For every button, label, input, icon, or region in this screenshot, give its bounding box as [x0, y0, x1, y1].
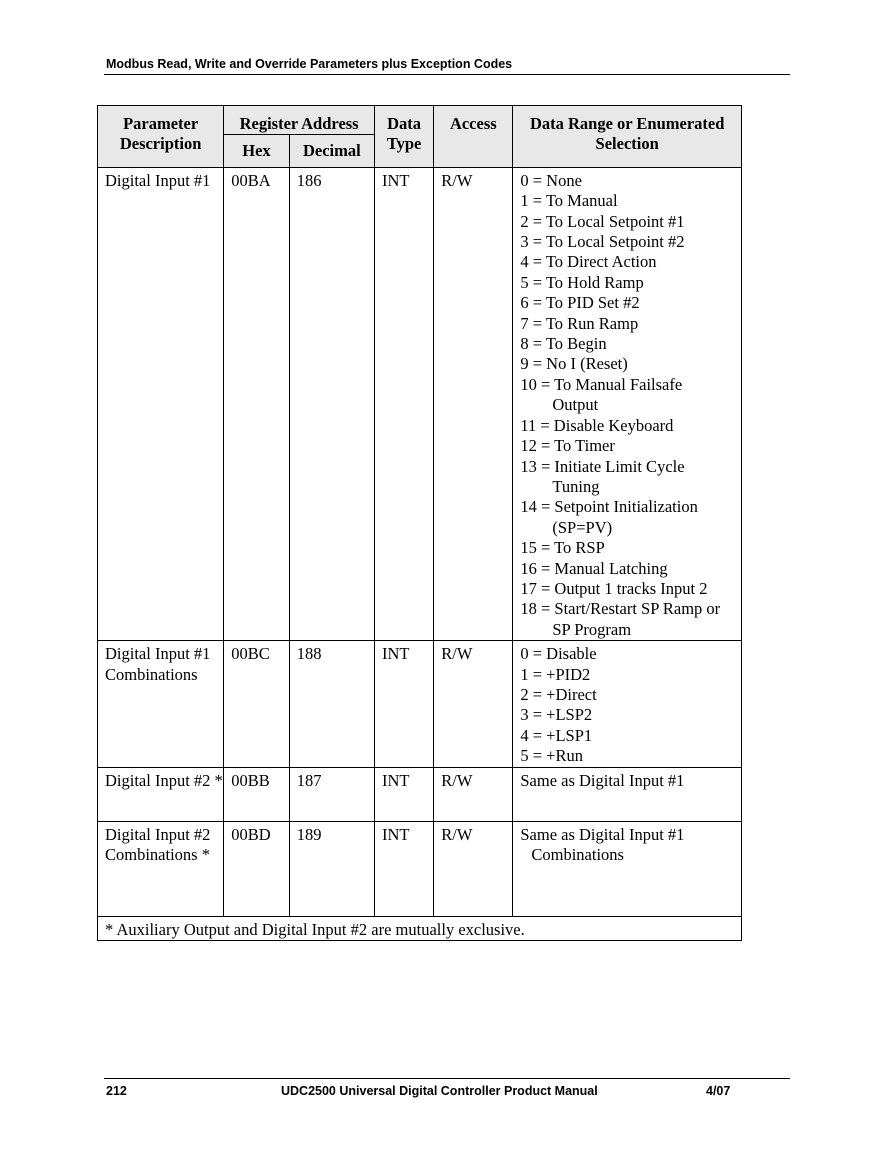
- option-continuation: Output: [552, 395, 599, 415]
- option-item: [520, 232, 741, 252]
- data-range-continuation: Combinations: [531, 845, 624, 864]
- option-text: 11 = Disable Keyboard: [520, 415, 674, 435]
- decimal-address: 188: [289, 641, 374, 767]
- header-data-range: Data Range or Enumerated Selection: [513, 106, 742, 168]
- options-list: [513, 167, 742, 640]
- option-item: [520, 497, 741, 538]
- option-text: 0 = None: [520, 170, 582, 190]
- option-item: [520, 293, 741, 313]
- option-text: 3 = +LSP2: [520, 705, 593, 725]
- option-text: 17 = Output 1 tracks Input 2: [520, 578, 708, 598]
- option-item: [520, 354, 741, 374]
- header-hex: Hex: [224, 135, 289, 167]
- option-item: [520, 436, 741, 456]
- option-item: [520, 538, 741, 558]
- option-text: 2 = To Local Setpoint #1: [520, 211, 685, 231]
- option-text: 5 = +Run: [520, 746, 583, 766]
- data-type: INT: [374, 821, 433, 916]
- param-description: Digital Input #2 *: [98, 767, 224, 821]
- footnote-row: [98, 916, 742, 940]
- option-item: [520, 665, 741, 685]
- data-type: INT: [374, 167, 433, 640]
- data-type: INT: [374, 641, 433, 767]
- option-item: [520, 685, 741, 705]
- option-item: [520, 334, 741, 354]
- option-text: 9 = No I (Reset): [520, 354, 628, 374]
- option-text: 4 = +LSP1: [520, 725, 593, 745]
- hex-address: 00BA: [224, 167, 289, 640]
- data-range: [513, 767, 742, 821]
- option-text: 5 = To Hold Ramp: [520, 272, 644, 292]
- option-item: [520, 579, 741, 599]
- option-text: 14 = Setpoint Initialization: [520, 497, 698, 517]
- option-text: 1 = To Manual: [520, 191, 618, 211]
- decimal-address: 186: [289, 167, 374, 640]
- header-parameter-description: Parameter Description: [98, 106, 224, 168]
- option-text: 6 = To PID Set #2: [520, 293, 640, 313]
- data-type: INT: [374, 767, 433, 821]
- access: R/W: [434, 767, 513, 821]
- table-row: [98, 767, 742, 821]
- option-item: [520, 273, 741, 293]
- param-description: Digital Input #2 Combinations *: [98, 821, 224, 916]
- option-text: 7 = To Run Ramp: [520, 313, 639, 333]
- parameters-table: [97, 105, 742, 941]
- option-text: 0 = Disable: [520, 644, 597, 664]
- param-description: Digital Input #1: [98, 167, 224, 640]
- option-text: 4 = To Direct Action: [520, 252, 657, 272]
- option-item: [520, 212, 741, 232]
- option-item: [520, 746, 741, 766]
- option-item: [520, 599, 741, 640]
- option-text: 3 = To Local Setpoint #2: [520, 232, 685, 252]
- option-item: [520, 726, 741, 746]
- option-text: 1 = +PID2: [520, 664, 591, 684]
- access: R/W: [434, 167, 513, 640]
- option-continuation: (SP=PV): [552, 517, 613, 537]
- data-range-text: Same as Digital Input #1: [520, 770, 685, 790]
- decimal-address: 189: [289, 821, 374, 916]
- data-range-text: Same as Digital Input #1: [520, 824, 685, 844]
- option-continuation: SP Program: [552, 619, 632, 639]
- footer-divider: [104, 1078, 790, 1079]
- options-list: [513, 641, 742, 767]
- option-item: [520, 705, 741, 725]
- option-text: 13 = Initiate Limit Cycle: [520, 456, 685, 476]
- option-text: 8 = To Begin: [520, 334, 607, 354]
- option-item: [520, 191, 741, 211]
- header-register-address: Register Address: [224, 106, 375, 135]
- decimal-address: 187: [289, 767, 374, 821]
- option-item: [520, 559, 741, 579]
- footer-title: UDC2500 Universal Digital Controller Product Manual: [281, 1084, 598, 1098]
- table-row: [98, 167, 742, 640]
- option-item: [520, 644, 741, 664]
- option-text: 16 = Manual Latching: [520, 558, 668, 578]
- access: R/W: [434, 821, 513, 916]
- option-item: [520, 252, 741, 272]
- param-description: Digital Input #1 Combinations: [98, 641, 224, 767]
- footnote: * Auxiliary Output and Digital Input #2 are mutually exclusive.: [98, 916, 742, 940]
- option-item: [520, 375, 741, 416]
- table-row: [98, 641, 742, 767]
- option-text: 2 = +Direct: [520, 684, 597, 704]
- option-text: 15 = To RSP: [520, 538, 605, 558]
- page-header-title: Modbus Read, Write and Override Parameters plus Exception Codes: [106, 57, 513, 71]
- option-text: 10 = To Manual Failsafe: [520, 374, 683, 394]
- data-range: [513, 821, 742, 916]
- header-divider: [104, 74, 790, 75]
- option-text: 12 = To Timer: [520, 436, 615, 456]
- hex-address: 00BB: [224, 767, 289, 821]
- option-text: 18 = Start/Restart SP Ramp or: [520, 599, 721, 619]
- access: R/W: [434, 641, 513, 767]
- hex-address: 00BD: [224, 821, 289, 916]
- footer-date: 4/07: [706, 1084, 731, 1098]
- table-row: [98, 821, 742, 916]
- header-access: Access: [434, 106, 513, 168]
- option-item: [520, 457, 741, 498]
- option-item: [520, 171, 741, 191]
- header-decimal: Decimal: [289, 135, 374, 167]
- option-item: [520, 314, 741, 334]
- hex-address: 00BC: [224, 641, 289, 767]
- option-item: [520, 416, 741, 436]
- page-number: 212: [106, 1084, 127, 1098]
- option-continuation: Tuning: [552, 476, 600, 496]
- header-data-type: Data Type: [374, 106, 433, 168]
